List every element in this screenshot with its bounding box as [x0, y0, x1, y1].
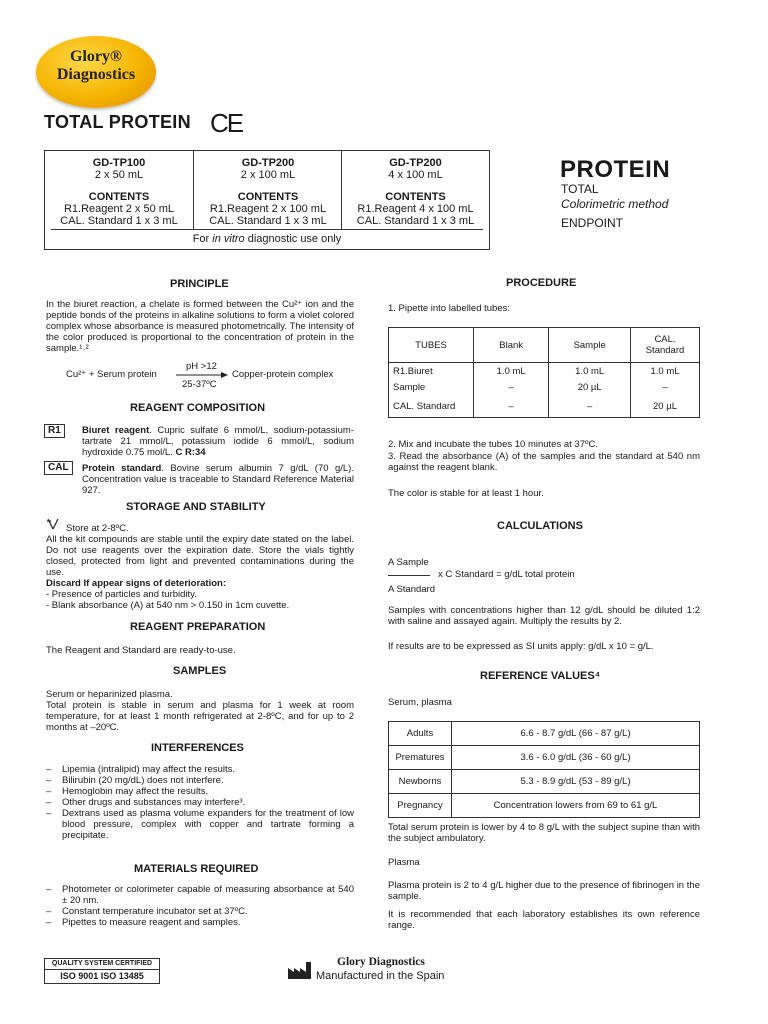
company-logo: [36, 36, 156, 108]
list-item: – Pipettes to measure reagent and samples.: [46, 917, 241, 928]
reference-heading: REFERENCE VALUES⁴: [480, 670, 601, 682]
quality-badge: [44, 958, 160, 984]
contents-label: CONTENTS: [237, 191, 299, 203]
calculations-heading: CALCULATIONS: [497, 520, 583, 532]
calc-a-sample: A Sample: [388, 557, 429, 568]
table-header: Sample: [549, 328, 631, 363]
reference-sub: Serum, plasma: [388, 697, 452, 708]
table-cell: CAL. Standard: [389, 395, 474, 418]
table-cell: –: [631, 379, 700, 395]
list-item: – Other drugs and substances may interfere³.: [46, 797, 246, 808]
quality-line-2: ISO 9001 ISO 13485: [60, 971, 144, 981]
table-cell: 20 µL: [631, 395, 700, 418]
footer-company: Glory Diagnostics: [337, 956, 425, 968]
contents-label: CONTENTS: [88, 191, 150, 203]
reference-plasma: Plasma: [388, 857, 420, 868]
contents-label: CONTENTS: [385, 191, 446, 203]
table-cell: 20 µL: [549, 379, 631, 395]
product-code: GD-TP200: [241, 157, 295, 169]
table-cell: 6.6 - 8.7 g/dL (66 - 87 g/L): [452, 722, 700, 746]
product-cal: CAL. Standard 1 x 3 mL: [60, 215, 178, 227]
equation-condition-top: pH >12: [186, 361, 217, 372]
product-r1: R1.Reagent 2 x 50 mL: [63, 203, 175, 215]
product-col: [45, 151, 193, 229]
quality-line-1: QUALITY SYSTEM CERTIFIED: [45, 959, 159, 970]
ivd-note: For in vitro diagnostic use only: [51, 229, 483, 249]
table-cell: 1.0 mL: [474, 363, 549, 380]
interferences-heading: INTERFERENCES: [151, 742, 244, 754]
side-total: TOTAL: [561, 182, 599, 196]
list-item: – Lipemia (intralipid) may affect the results.: [46, 764, 236, 775]
table-cell: R1.Biuret: [389, 363, 474, 380]
table-row: [389, 794, 700, 818]
storage-discard-2: - Blank absorbance (A) at 540 nm > 0.150 in 1cm cuvette.: [46, 600, 290, 611]
table-header: CAL. Standard: [631, 328, 700, 363]
table-cell: 3.6 - 6.0 g/dL (36 - 60 g/L): [452, 746, 700, 770]
storage-text: All the kit compounds are stable until the expiry date stated on the label. Do not use reagents over the expiration date. Store the vials tightly closed, protected from light and prevented contaminations during the use.: [46, 534, 354, 578]
list-item: – Hemoglobin may affect the results.: [46, 786, 209, 797]
table-row: [389, 770, 700, 794]
table-header: Blank: [474, 328, 549, 363]
reference-text-1: Total serum protein is lower by 4 to 8 g/L with the subject supine than with the subject ambulatory.: [388, 822, 700, 844]
reagent-heading: REAGENT COMPOSITION: [130, 402, 266, 414]
storage-heading: STORAGE AND STABILITY: [126, 501, 266, 513]
calc-a-standard: A Standard: [388, 584, 436, 595]
reference-text-3: It is recommended that each laboratory establishes its own reference range.: [388, 909, 700, 931]
side-endpoint: ENDPOINT: [561, 216, 624, 230]
procedure-step-1: 1. Pipette into labelled tubes:: [388, 303, 511, 314]
product-size: 2 x 100 mL: [240, 169, 296, 181]
product-col: [341, 151, 489, 229]
product-cal: CAL. Standard 1 x 3 mL: [356, 215, 475, 227]
table-cell: 5.3 - 8.9 g/dL (53 - 89 g/L): [452, 770, 700, 794]
logo-line1: Glory®: [70, 48, 122, 65]
procedure-table: [388, 327, 700, 418]
fraction-line: [388, 575, 430, 576]
factory-icon: [287, 960, 313, 980]
samples-heading: SAMPLES: [173, 665, 227, 677]
table-cell: Prematures: [389, 746, 452, 770]
materials-heading: MATERIALS REQUIRED: [134, 863, 259, 875]
table-row: [389, 722, 700, 746]
table-cell: Sample: [389, 379, 474, 395]
principle-text: In the biuret reaction, a chelate is formed between the Cu²⁺ ion and the peptide bonds of the proteins in alkaline solutions to form a violet colored complex whose absorbance is measured photometrically. The intensity of the color produced is proportional to the concentration of protein in the sample.¹˒²: [46, 299, 354, 354]
ce-mark-icon: CE: [210, 108, 243, 138]
equation-condition-bottom: 25-37ºC: [182, 379, 217, 390]
table-header: TUBES: [389, 328, 474, 363]
samples-text-1: Serum or heparinized plasma.: [46, 689, 173, 700]
product-table: [44, 150, 490, 250]
prep-heading: REAGENT PREPARATION: [130, 621, 266, 633]
logo-line2: Diagnostics: [56, 66, 136, 83]
product-cal: CAL. Standard 1 x 3 mL: [209, 215, 327, 227]
footer-made-in: Manufactured in the Spain: [316, 970, 445, 982]
side-method: Colorimetric method: [561, 197, 669, 211]
list-item: – Constant temperature incubator set at 37ºC.: [46, 906, 248, 917]
table-cell: –: [549, 395, 631, 418]
table-row: [389, 746, 700, 770]
procedure-heading: PROCEDURE: [506, 277, 577, 289]
storage-discard-1: - Presence of particles and turbidity.: [46, 589, 197, 600]
interferences-list: [46, 764, 354, 841]
procedure-step-2: 2. Mix and incubate the tubes 10 minutes at 37ºC.: [388, 439, 598, 450]
equation-right: Copper-protein complex: [232, 369, 334, 380]
principle-heading: PRINCIPLE: [170, 278, 229, 290]
table-cell: Concentration lowers from 69 to 61 g/L: [452, 794, 700, 818]
product-r1: R1.Reagent 2 x 100 mL: [209, 203, 327, 215]
table-cell: –: [474, 395, 549, 418]
table-row: [389, 363, 700, 380]
cal-label: CAL: [44, 461, 73, 475]
table-row: [389, 379, 700, 395]
procedure-step-3: 3. Read the absorbance (A) of the samples and the standard at 540 nm against the reagent blank.: [388, 451, 700, 473]
table-cell: Newborns: [389, 770, 452, 794]
r1-description: Biuret reagent. Cupric sulfate 6 mmol/L, sodium-potassium-tartrate 21 mmol/L, potassium iodide 6 mmol/L, sodium hydroxide 0.75 mol/L. C R:34: [82, 425, 355, 458]
table-cell: Adults: [389, 722, 452, 746]
reference-text-2: Plasma protein is 2 to 4 g/L higher due to the presence of fibrinogen in the sample.: [388, 880, 700, 902]
calc-text-1: Samples with concentrations higher than 12 g/dL should be diluted 1:2 with saline and assayed again. Multiply the results by 2.: [388, 605, 700, 627]
product-size: 4 x 100 mL: [388, 169, 443, 181]
list-item: – Photometer or colorimeter capable of measuring absorbance at 540 ± 20 nm.: [46, 884, 354, 906]
table-cell: 1.0 mL: [631, 363, 700, 380]
product-code: GD-TP200: [389, 157, 442, 169]
calc-text-2: If results are to be expressed as SI units apply: g/dL x 10 = g/L.: [388, 641, 654, 652]
side-title: PROTEIN: [560, 156, 671, 183]
list-item: – Dextrans used as plasma volume expanders for the treatment of low blood pressure, complex with copper and tartrate forming a precipitate.: [46, 808, 354, 841]
table-cell: Pregnancy: [389, 794, 452, 818]
prep-text: The Reagent and Standard are ready-to-use.: [46, 645, 236, 656]
list-item: – Bilirubin (20 mg/dL) does not interfere.: [46, 775, 224, 786]
table-cell: –: [474, 379, 549, 395]
procedure-stable: The color is stable for at least 1 hour.: [388, 488, 544, 499]
product-col: [193, 151, 342, 229]
cal-description: Protein standard. Bovine serum albumin 7 g/dL (70 g/L). Concentration value is traceable to Standard Reference Material 927.: [82, 463, 354, 496]
r1-label: R1: [44, 424, 65, 438]
table-row: [389, 395, 700, 418]
product-r1: R1.Reagent 4 x 100 mL: [357, 203, 474, 215]
materials-list: [46, 884, 354, 928]
reference-table: [388, 721, 700, 818]
equation-left: Cu²⁺ + Serum protein: [66, 369, 157, 380]
table-cell: 1.0 mL: [549, 363, 631, 380]
temperature-icon: [46, 518, 60, 530]
storage-discard: Discard If appear signs of deterioration:: [46, 578, 227, 589]
calc-formula: x C Standard = g/dL total protein: [438, 569, 575, 580]
product-size: 2 x 50 mL: [94, 169, 144, 181]
page-title: TOTAL PROTEIN: [44, 112, 191, 132]
product-code: GD-TP100: [92, 157, 146, 169]
samples-text-2: Total protein is stable in serum and plasma for 1 week at room temperature, for at least 1 month refrigerated at 2-8ºC, and for up to 2 months at –20ºC.: [46, 700, 354, 733]
storage-temp: Store at 2-8ºC.: [66, 523, 129, 534]
